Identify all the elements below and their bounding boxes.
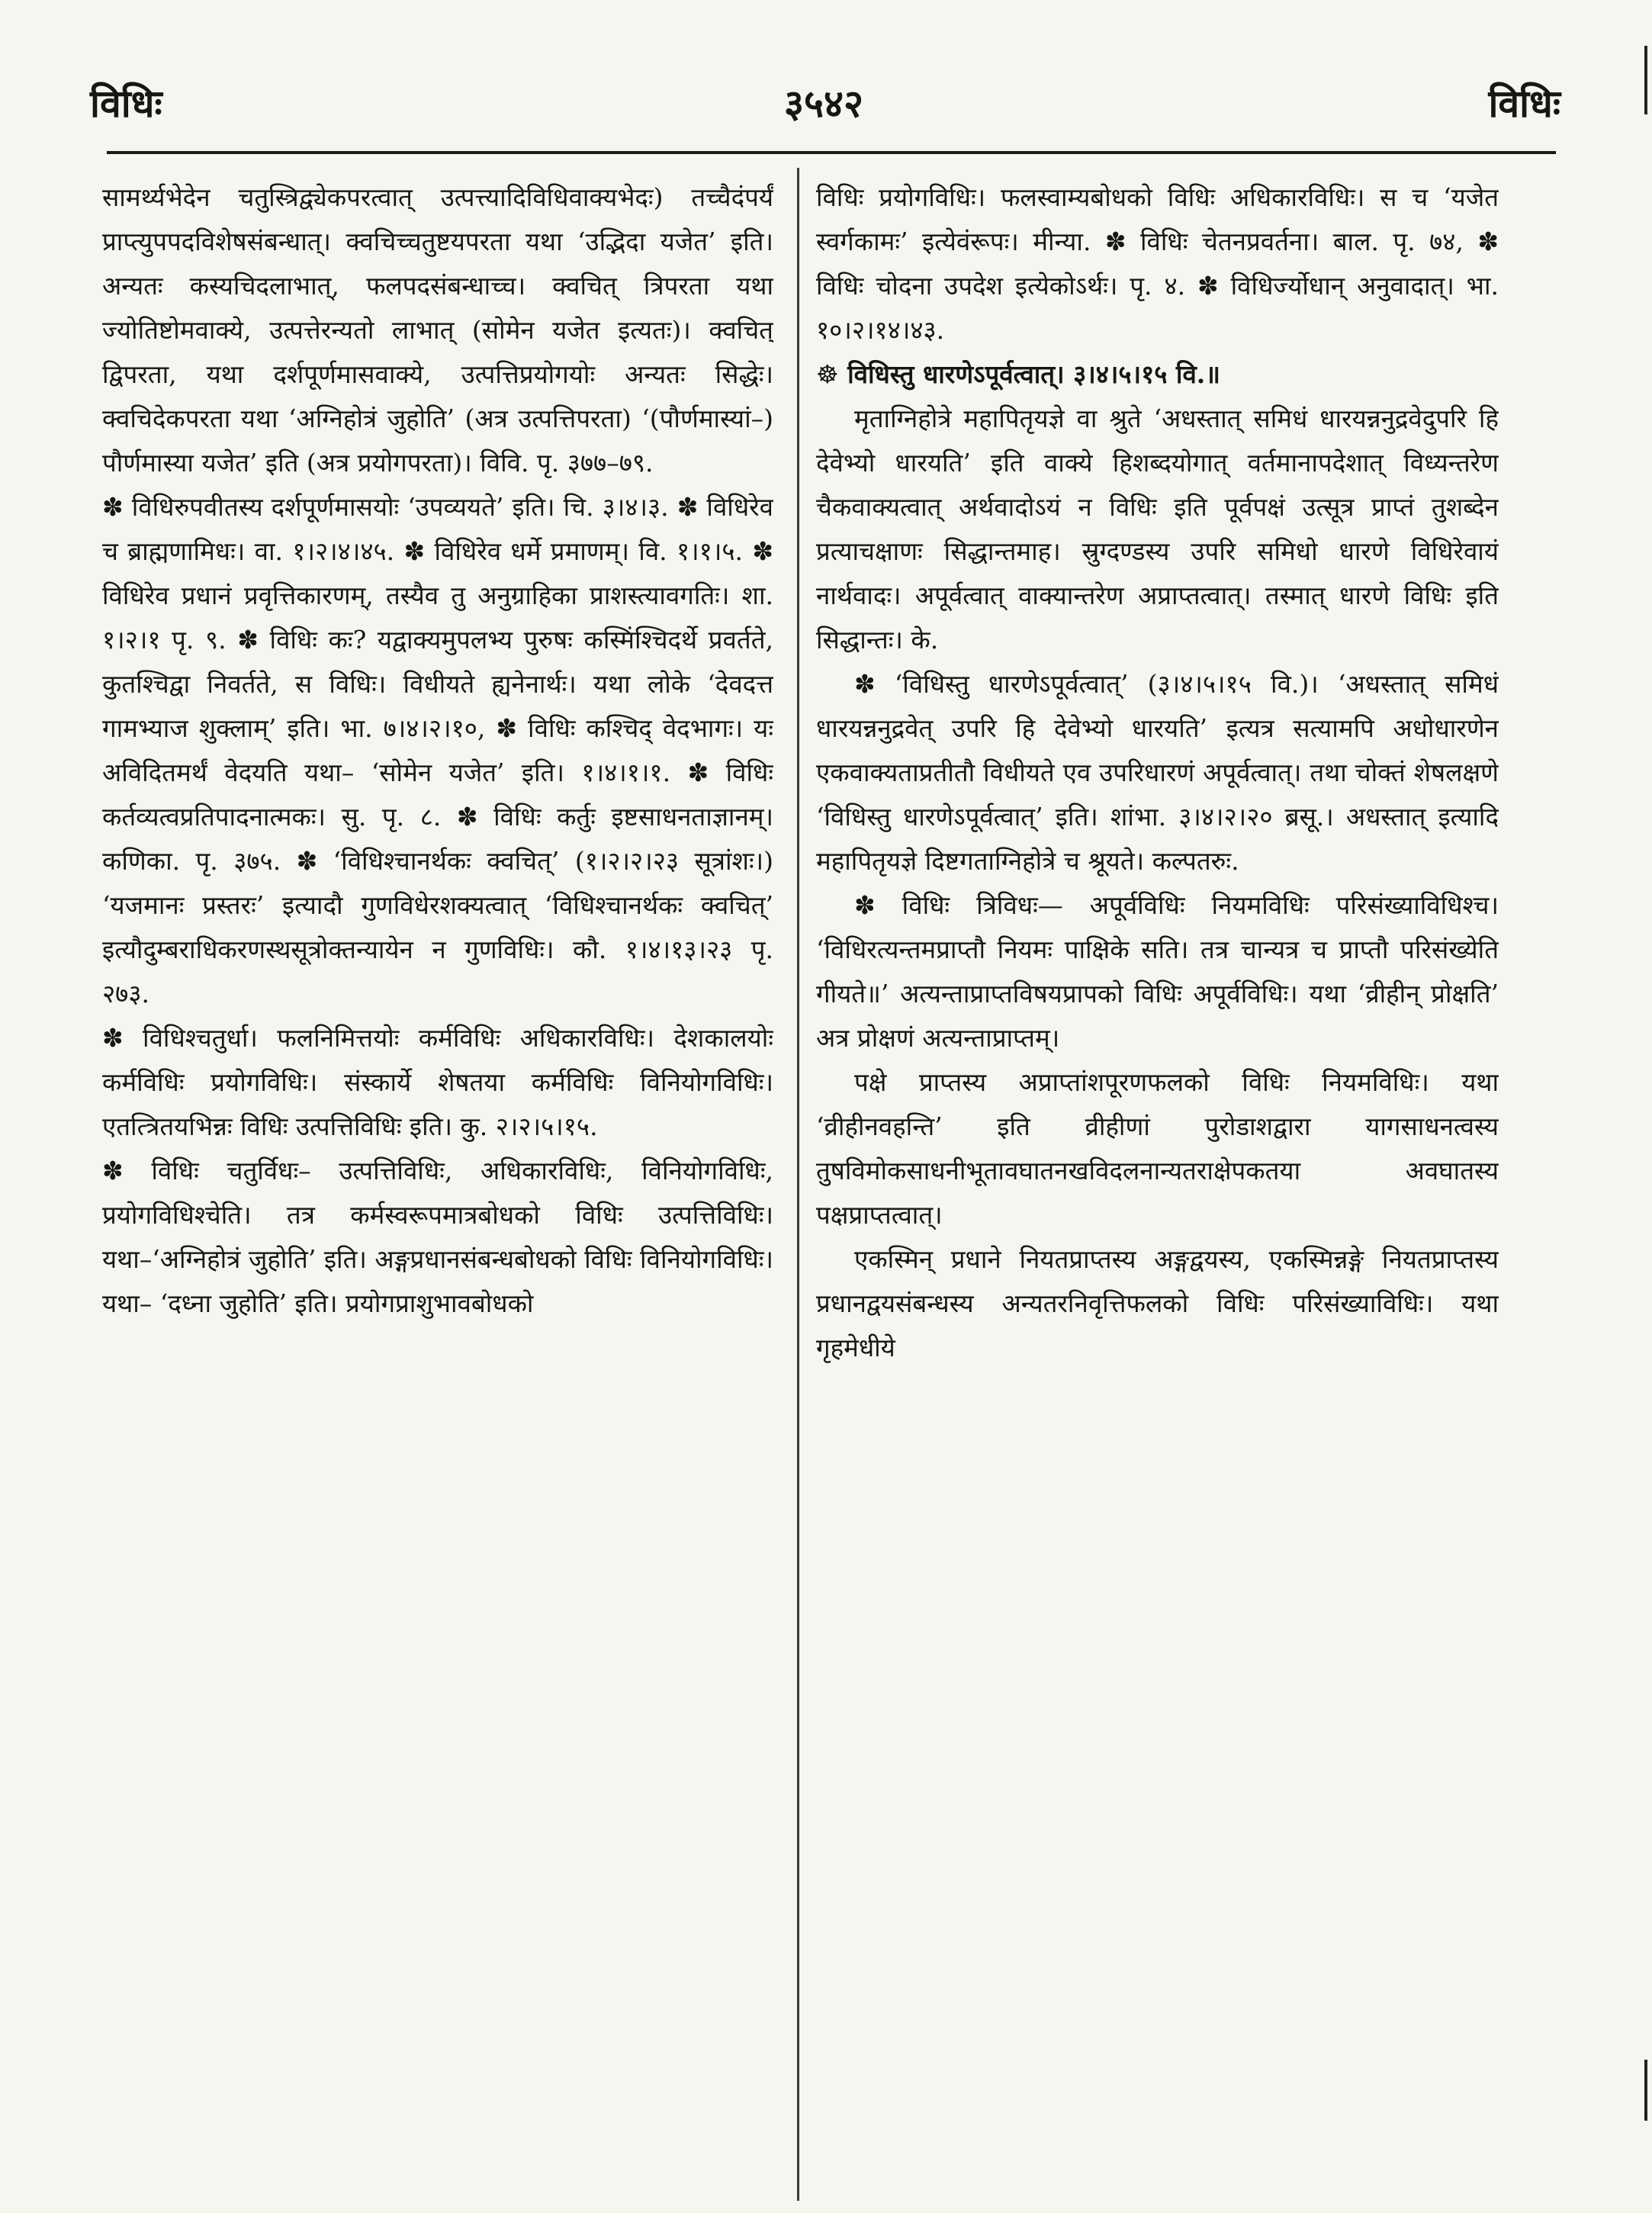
- right-para-1: विधिः प्रयोगविधिः। फलस्वाम्यबोधको विधिः अधिकारविधिः। स च ‘यजेत स्वर्गकामः’ इत्येवंरूपः। मीन्या. ✽ विधिः चेतनप्रवर्तना। बाल. पृ. ७४, ✽ विधिः चोदना उपदेश इत्येकोऽर्थः। पृ. ४. ✽ विधिर्ज्योधान् अनुवादात्। भा. १०।२।१४।४३.: [816, 182, 1499, 345]
- right-para-4: ✽ विधिः त्रिविधः— अपूर्वविधिः नियमविधिः परिसंख्याविधिश्च। ‘विधिरत्यन्तमप्राप्तौ नियमः पाक्षिके सति। तत्र चान्यत्र च प्राप्तौ परिसंख्येति गीयते॥’ अत्यन्ताप्राप्तविषयप्रापको विधिः अपूर्वविधिः। यथा ‘व्रीहीन् प्रोक्षति’ अत्र प्रोक्षणं अत्यन्ताप्राप्तम्।: [816, 890, 1499, 1053]
- left-para-3: ✽ विधिश्चतुर्धा। फलनिमित्तयोः कर्मविधिः अधिकारविधिः। देशकालयोः कर्मविधिः प्रयोगविधिः। संस्कार्ये शेषतया कर्मविधिः विनियोगविधिः। एतत्त्रितयभिन्नः विधिः उत्पत्तिविधिः इति। कु. २।२।५।१५.: [102, 1023, 773, 1141]
- left-para-4: ✽ विधिः चतुर्विधः– उत्पत्तिविधिः, अधिकारविधिः, विनियोगविधिः, प्रयोगविधिश्चेति। तत्र कर्मस्वरूपमात्रबोधको विधिः उत्पत्तिविधिः। यथा–‘अग्निहोत्रं जुहोति’ इति। अङ्गप्रधानसंबन्धबोधको विधिः विनियोगविधिः। यथा– ‘दध्ना जुहोति’ इति। प्रयोगप्राशुभावबोधको: [102, 1156, 773, 1318]
- page-number: ३५४२: [784, 82, 863, 126]
- edge-mark-bottom: [1644, 2060, 1647, 2121]
- edge-mark-top: [1644, 46, 1647, 114]
- header-left-word: विधिः: [90, 82, 162, 126]
- right-para-3: ✽ ‘विधिस्तु धारणेऽपूर्वत्वात्’ (३।४।५।१५ वि.)। ‘अधस्तात् समिधं धारयन्ननुद्रवेत् उपरि हि देवेभ्यो धारयति’ इत्यत्र सत्यामपि अधोधारणेन एकवाक्यताप्रतीतौ विधीयते एव उपरिधारणं अपूर्वत्वात्। तथा चोक्तं शेषलक्षणे ‘विधिस्तु धारणेऽपूर्वत्वात्’ इति। शांभा. ३।४।२।२० ब्रसू.। अधस्तात् इत्यादि महापितृयज्ञे दिष्टगताग्निहोत्रे च श्रूयते। कल्पतरुः.: [816, 669, 1499, 876]
- page-header: [0, 0, 1652, 145]
- sutra-heading: ☸ विधिस्तु धारणेऽपूर्वत्वात्। ३।४।५।१५ वि.॥: [816, 359, 1221, 389]
- header-right-word: विधिः: [1488, 82, 1560, 126]
- right-para-6: एकस्मिन् प्रधाने नियतप्राप्तस्य अङ्गद्वयस्य, एकस्मिन्नङ्गे नियतप्राप्तस्य प्रधानद्वयसंबन्धस्य अन्यतरनिवृत्तिफलको विधिः परिसंख्याविधिः। यथा गृहमेधीये: [816, 1244, 1499, 1362]
- left-para-1: सामर्थ्यभेदेन चतुस्त्रिद्व्येकपरत्वात् उत्पत्त्यादिविधिवाक्यभेदः) तच्चैदंपर्यं प्राप्त्युपपदविशेषसंबन्धात्। क्वचिच्चतुष्टयपरता यथा ‘उद्भिदा यजेत’ इति। अन्यतः कस्यचिदलाभात्, फलपदसंबन्धाच्च। क्वचित् त्रिपरता यथा ज्योतिष्टोमवाक्ये, उत्पत्तेरन्यतो लाभात् (सोमेन यजेत इत्यतः)। क्वचित् द्विपरता, यथा दर्शपूर्णमासवाक्ये, उत्पत्तिप्रयोगयोः अन्यतः सिद्धेः। क्वचिदेकपरता यथा ‘अग्निहोत्रं जुहोति’ (अत्र उत्पत्तिपरता) ‘(पौर्णमास्यां–) पौर्णमास्या यजेत’ इति (अत्र प्रयोगपरता)। विवि. पृ. ३७७–७९.: [102, 182, 773, 478]
- right-para-5: पक्षे प्राप्तस्य अप्राप्तांशपूरणफलको विधिः नियमविधिः। यथा ‘व्रीहीनवहन्ति’ इति व्रीहीणां पुरोडाशद्वारा यागसाधनत्वस्य तुषविमोकसाधनीभूतावघातनखविदलनान्यतराक्षेपकतया अवघातस्य पक्षप्राप्तत्वात्।: [816, 1067, 1499, 1230]
- column-divider: [797, 168, 799, 2201]
- right-para-2: मृताग्निहोत्रे महापितृयज्ञे वा श्रुते ‘अधस्तात् समिधं धारयन्ननुद्रवेदुपरि हि देवेभ्यो धारयति’ इति वाक्ये हिशब्दयोगात् वर्तमानापदेशात् विध्यन्तरेण चैकवाक्यत्वात् अर्थवादोऽयं न विधिः इति पूर्वपक्षं उत्सूत्र प्राप्तं तुशब्देन प्रत्याचक्षाणः सिद्धान्तमाह। स्रुग्दण्डस्य उपरि समिधो धारणे विधिरेवायं नार्थवादः। अपूर्वत्वात् वाक्यान्तरेण अप्राप्तत्वात्। तस्मात् धारणे विधिः इति सिद्धान्तः। के.: [816, 404, 1499, 655]
- right-column: [816, 175, 1499, 2205]
- left-column: [102, 175, 773, 2205]
- left-para-2: ✽ विधिरुपवीतस्य दर्शपूर्णमासयोः ‘उपव्ययते’ इति। चि. ३।४।३. ✽ विधिरेव च ब्राह्मणामिधः। वा. १।२।४।४५. ✽ विधिरेव धर्मे प्रमाणम्। वि. १।१।५. ✽ विधिरेव प्रधानं प्रवृत्तिकारणम्, तस्यैव तु अनुग्राहिका प्राशस्त्यावगतिः। शा. १।२।१ पृ. ९. ✽ विधिः कः? यद्वाक्यमुपलभ्य पुरुषः कस्मिंश्चिदर्थे प्रवर्तते, कुतश्चिद्वा निवर्तते, स विधिः। विधीयते ह्यनेनार्थः। यथा लोके ‘देवदत्त गामभ्याज शुक्लाम्’ इति। भा. ७।४।२।१०, ✽ विधिः कश्चिद् वेदभागः। यः अविदितमर्थं वेदयति यथा– ‘सोमेन यजेत’ इति। १।४।१।१. ✽ विधिः कर्तव्यत्वप्रतिपादनात्मकः। सु. पृ. ८. ✽ विधिः कर्तुः इष्टसाधनताज्ञानम्। कणिका. पृ. ३७५. ✽ ‘विधिश्चानर्थकः क्वचित्’ (१।२।२।२३ सूत्रांशः।) ‘यजमानः प्रस्तरः’ इत्यादौ गुणविधेरशक्यत्वात् ‘विधिश्चानर्थकः क्वचित्’ इत्यौदुम्बराधिकरणस्थसूत्रोक्तन्यायेन न गुणविधिः। कौ. १।४।१३।२३ पृ. २७३.: [102, 492, 773, 1008]
- header-rule: [107, 151, 1556, 154]
